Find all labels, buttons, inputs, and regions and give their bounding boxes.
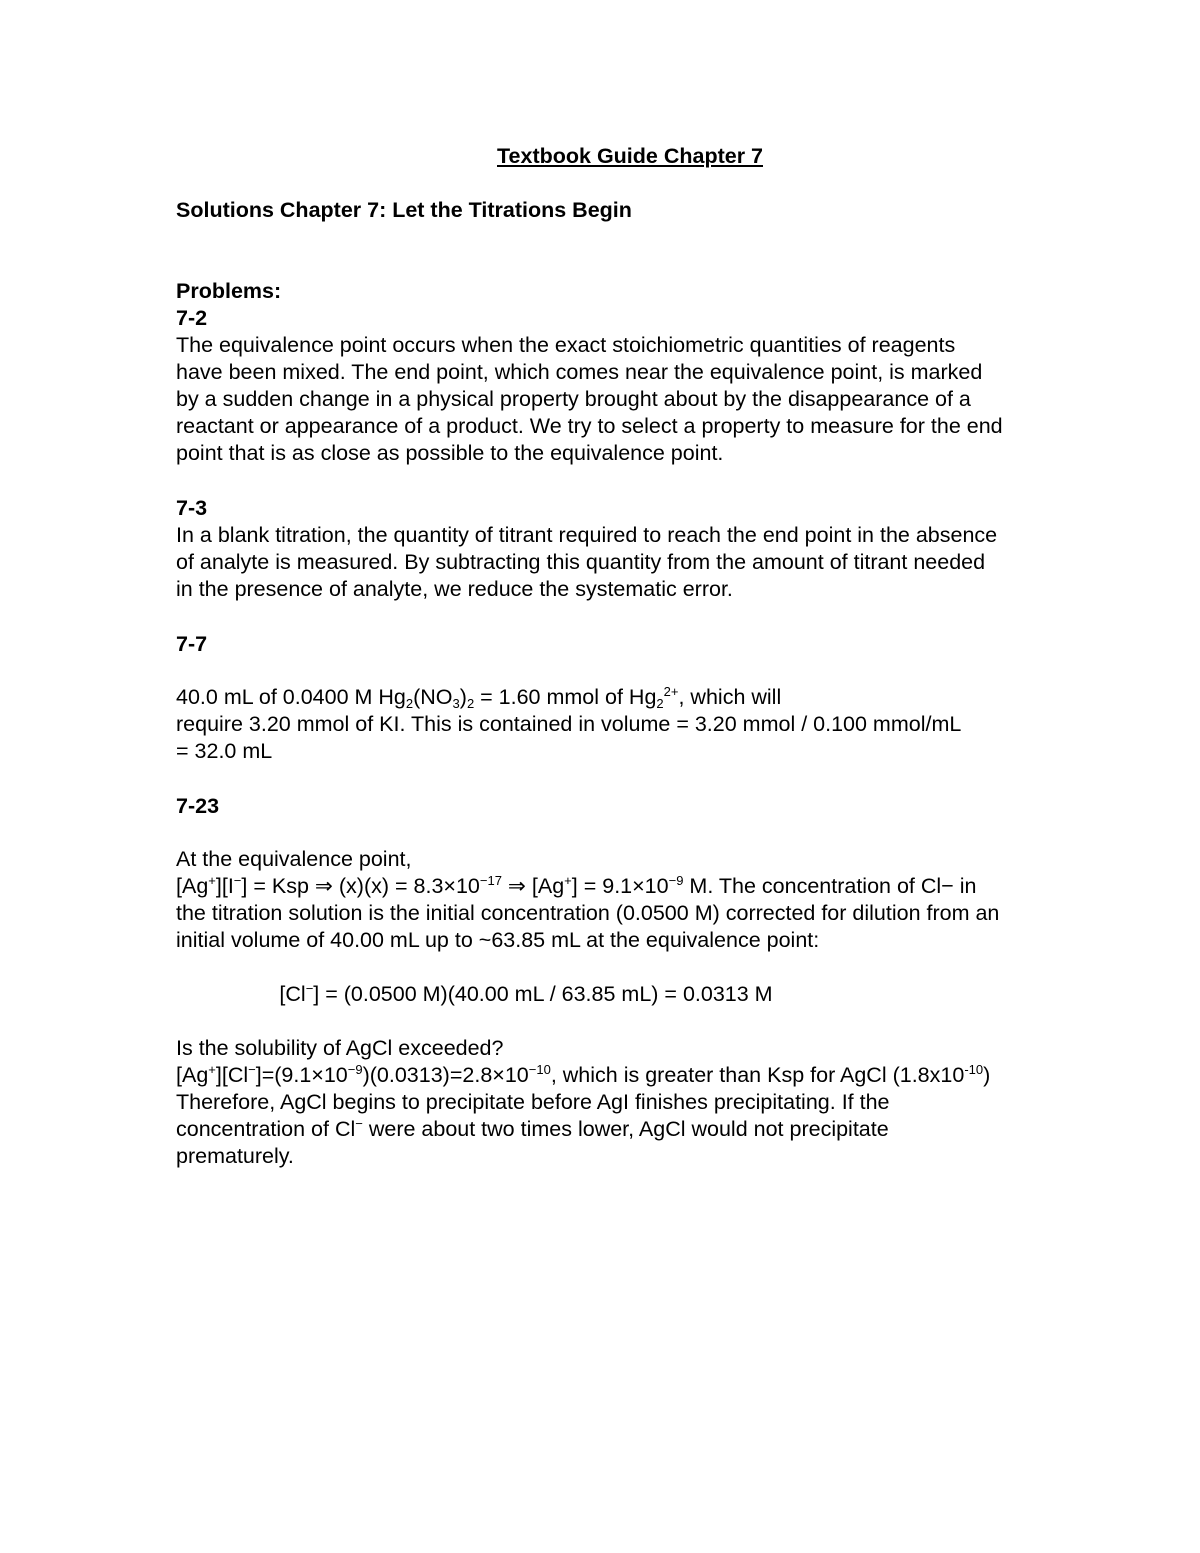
problem-7-23-answer — [176, 846, 1096, 954]
equation-line: $[Ag^+][Cl^-]=(9.1\times 10^{-9})(0.0313)=2.8\times 10^{-10}$, which is greater than Ksp for AgCl $(1.8x10^{-10})$ — [176, 1062, 991, 1087]
answer-line: At the equivalence point, — [176, 847, 412, 871]
problem-7-3 — [176, 495, 1096, 603]
answer-line: prematurely. — [176, 1144, 294, 1168]
answer-line: by a sudden change in a physical property brought about by the disappearance of a — [176, 387, 971, 411]
answer-line: reactant or appearance of a product. We try to select a property to measure for the end — [176, 414, 1003, 438]
answer-line: the titration solution is the initial concentration (0.0500 M) corrected for dilution from an — [176, 901, 1000, 925]
answer-line: In a blank titration, the quantity of titrant required to reach the end point in the absence — [176, 523, 998, 547]
problem-label: 7-2 — [176, 306, 208, 330]
answer-line: in the presence of analyte, we reduce the systematic error. — [176, 577, 733, 601]
equation-line: [Ag+][I−] = Ksp ⇒ $(x)(x) = 8.3\times 10^{-17}$ ⇒ $[Ag^+] = 9.1\times 10^{-9}$ M. The concentration of Cl− in — [176, 873, 977, 898]
answer-line: = 32.0 mL — [176, 739, 273, 763]
solubility-discussion — [176, 1035, 1096, 1170]
answer-line: 40.0 mL of 0.0400 M $Hg_2(NO_3)_2 = 1.60$ mmol of $Hg_2^{2+}$, which will — [176, 684, 782, 711]
question-line: Is the solubility of AgCl exceeded? — [176, 1036, 504, 1060]
answer-line: of analyte is measured. By subtracting this quantity from the amount of titrant needed — [176, 550, 986, 574]
answer-line: require 3.20 mmol of KI. This is contained in volume = 3.20 mmol / 0.100 mmol/mL — [176, 712, 962, 736]
answer-line: concentration of Cl− were about two times lower, AgCl would not precipitate — [176, 1116, 889, 1141]
problem-label: 7-3 — [176, 496, 208, 520]
document-title: Textbook Guide Chapter 7 — [497, 144, 763, 168]
chapter-subtitle: Solutions Chapter 7: Let the Titrations Begin — [176, 198, 632, 222]
answer-line: Therefore, AgCl begins to precipitate before AgI finishes precipitating. If the — [176, 1090, 890, 1114]
problem-7-2 — [176, 305, 1096, 467]
answer-line: point that is as close as possible to the equivalence point. — [176, 441, 724, 465]
problem-label-7-23: 7-23 — [176, 794, 220, 818]
answer-line: The equivalence point occurs when the exact stoichiometric quantities of reagents — [176, 333, 956, 357]
problem-label-7-7: 7-7 — [176, 632, 208, 656]
answer-line: have been mixed. The end point, which comes near the equivalence point, is marked — [176, 360, 983, 384]
centered-equation: [Cl−] = (0.0500 M)(40.00 mL / 63.85 mL) = 0.0313 M — [279, 981, 773, 1006]
problems-heading: Problems: — [176, 279, 282, 303]
problem-7-7-answer — [176, 684, 1096, 765]
answer-line: initial volume of 40.00 mL up to ~63.85 mL at the equivalence point: — [176, 928, 820, 952]
